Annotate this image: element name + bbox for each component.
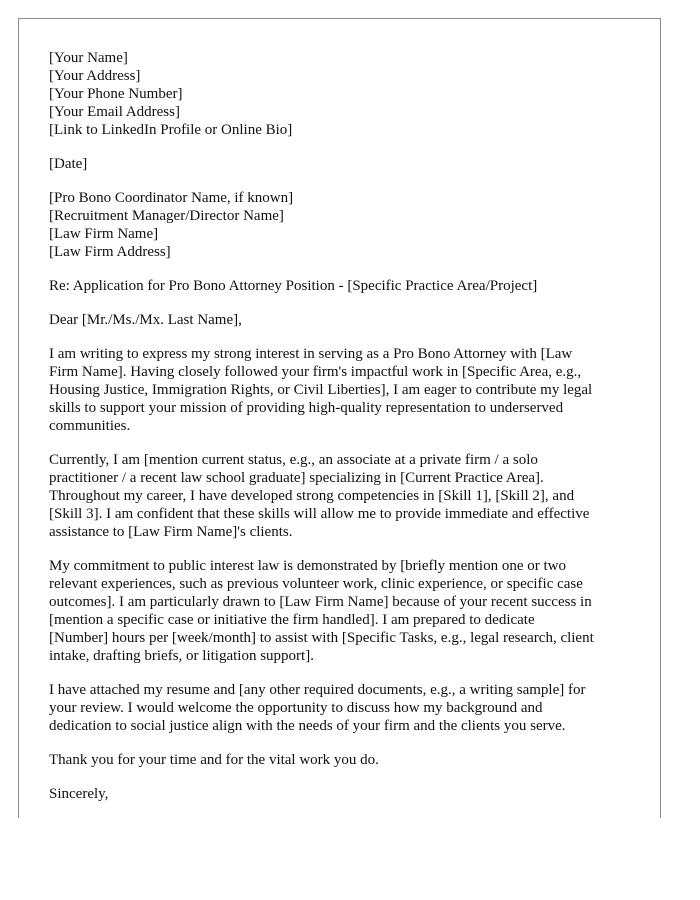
letter-page <box>18 18 661 818</box>
body-paragraph <box>49 681 639 735</box>
recipient-block <box>49 189 639 261</box>
paragraph-line: Currently, I am [mention current status, e.g., an associate at a private firm / a solo <box>49 452 538 468</box>
paragraph-line: dedication to social justice align with the needs of your firm and the clients you serve. <box>49 718 566 734</box>
paragraph-line: I am writing to express my strong interest in serving as a Pro Bono Attorney with [Law <box>49 346 573 362</box>
recipient-manager: [Recruitment Manager/Director Name] <box>49 208 284 224</box>
letter-body <box>49 49 639 818</box>
body-paragraph <box>49 751 639 769</box>
sender-phone: [Your Phone Number] <box>49 86 183 102</box>
paragraph-line: skills to support your mission of providing high-quality representation to underserved <box>49 400 564 416</box>
body-paragraph <box>49 557 639 665</box>
sender-link: [Link to LinkedIn Profile or Online Bio] <box>49 122 293 138</box>
paragraph-line: Thank you for your time and for the vital work you do. <box>49 752 379 768</box>
subject-line: Re: Application for Pro Bono Attorney Position - [Specific Practice Area/Project] <box>49 278 538 294</box>
paragraph-line: [mention a specific case or initiative the firm handled]. I am prepared to dedicate <box>49 612 535 628</box>
paragraph-line: [Number] hours per [week/month] to assist with [Specific Tasks, e.g., legal research, client <box>49 630 594 646</box>
salutation: Dear [Mr./Ms./Mx. Last Name], <box>49 312 242 328</box>
sender-address: [Your Address] <box>49 68 141 84</box>
paragraph-line: Throughout my career, I have developed strong competencies in [Skill 1], [Skill 2], and <box>49 488 575 504</box>
body-paragraph <box>49 451 639 541</box>
closing-block <box>49 785 639 803</box>
paragraph-line: I have attached my resume and [any other required documents, e.g., a writing sample] for <box>49 682 586 698</box>
sender-email: [Your Email Address] <box>49 104 180 120</box>
paragraph-line: My commitment to public interest law is demonstrated by [briefly mention one or two <box>49 558 566 574</box>
recipient-firm-name: [Law Firm Name] <box>49 226 159 242</box>
recipient-firm-address: [Law Firm Address] <box>49 244 171 260</box>
paragraph-line: intake, drafting briefs, or litigation support]. <box>49 648 314 664</box>
recipient-coordinator: [Pro Bono Coordinator Name, if known] <box>49 190 294 206</box>
paragraph-line: [Skill 3]. I am confident that these skills will allow me to provide immediate and effective <box>49 506 590 522</box>
closing: Sincerely, <box>49 786 109 802</box>
sender-block <box>49 49 639 139</box>
paragraph-line: communities. <box>49 418 131 434</box>
letter-date: [Date] <box>49 156 88 172</box>
paragraph-line: your review. I would welcome the opportunity to discuss how my background and <box>49 700 543 716</box>
paragraph-line: Firm Name]. Having closely followed your firm's impactful work in [Specific Area, e.g., <box>49 364 582 380</box>
paragraph-line: relevant experiences, such as previous volunteer work, clinic experience, or specific case <box>49 576 583 592</box>
date-block <box>49 155 639 173</box>
paragraph-line: practitioner / a recent law school graduate] specializing in [Current Practice Area]. <box>49 470 544 486</box>
salutation-block <box>49 311 639 329</box>
subject-block <box>49 277 639 295</box>
paragraph-line: Housing Justice, Immigration Rights, or Civil Liberties], I am eager to contribute my legal <box>49 382 593 398</box>
paragraph-line: outcomes]. I am particularly drawn to [Law Firm Name] because of your recent success in <box>49 594 592 610</box>
sender-name: [Your Name] <box>49 50 128 66</box>
body-paragraph <box>49 345 639 435</box>
paragraph-line: assistance to [Law Firm Name]'s clients. <box>49 524 293 540</box>
